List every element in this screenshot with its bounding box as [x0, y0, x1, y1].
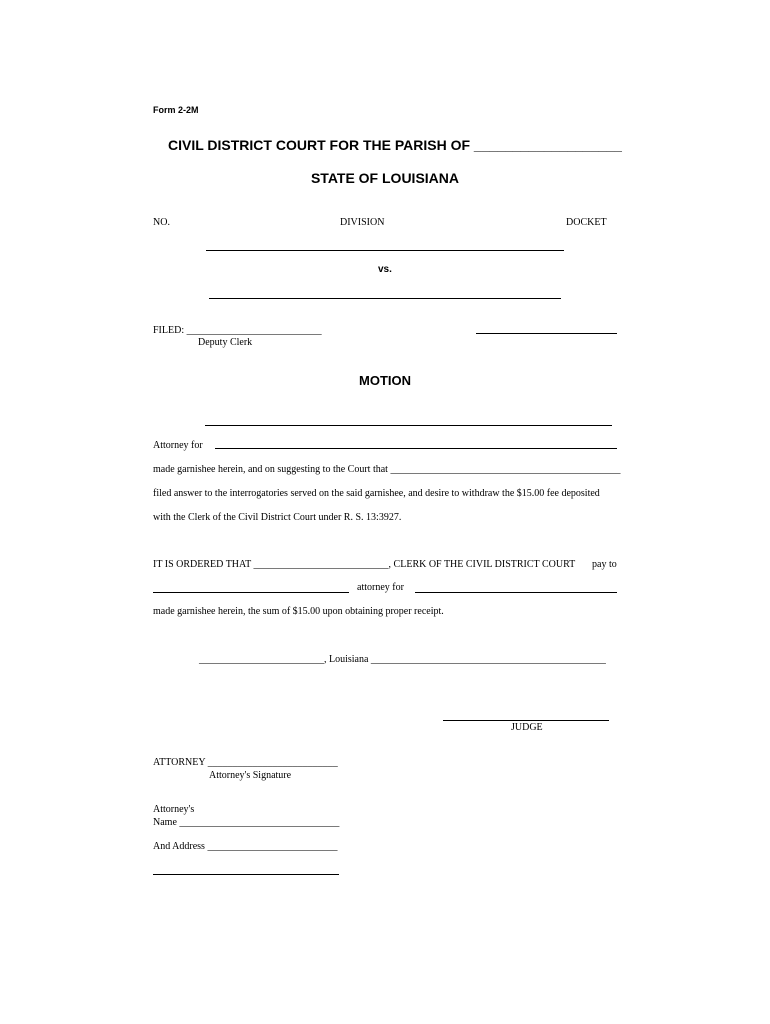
place-line: _________________________, Louisiana _______________________________________________ — [199, 654, 606, 665]
court-title: CIVIL DISTRICT COURT FOR THE PARISH OF ___________________ — [168, 137, 622, 153]
pay-to-label: pay to — [592, 559, 617, 570]
defendant-line[interactable] — [209, 298, 561, 299]
motion-para-line4: with the Clerk of the Civil District Court under R. S. 13:3927. — [153, 512, 402, 523]
order-line3: made garnishee herein, the sum of $15.00 upon obtaining proper receipt. — [153, 606, 444, 617]
attorney-address-label: And Address __________________________ — [153, 841, 338, 852]
division-label: DIVISION — [340, 217, 385, 228]
motion-para-line3: filed answer to the interrogatories served on the said garnishee, and desire to withdraw the $15.00 fee deposited — [153, 488, 600, 499]
motion-para-line2: made garnishee herein, and on suggesting to the Court that ______________________________________________ — [153, 464, 621, 475]
order-attorney-for-line[interactable] — [415, 592, 617, 593]
state-title: STATE OF LOUISIANA — [310, 170, 460, 186]
payee-line[interactable] — [153, 592, 349, 593]
judge-signature-line[interactable] — [443, 720, 609, 721]
plaintiff-line[interactable] — [206, 250, 564, 251]
attorney-for-label: Attorney for — [153, 440, 203, 451]
judge-label: JUDGE — [511, 722, 543, 733]
docket-label: DOCKET — [566, 217, 607, 228]
motion-name-line[interactable] — [205, 425, 612, 426]
motion-title: MOTION — [359, 373, 411, 388]
vs-label: vs. — [378, 264, 392, 275]
attorney-name-label: Name ________________________________ — [153, 817, 340, 828]
attorney-for-line[interactable] — [215, 448, 617, 449]
order-attorney-for-label: attorney for — [357, 582, 404, 593]
attorneys-label: Attorney's — [153, 804, 195, 815]
form-id: Form 2-2M — [153, 105, 199, 115]
order-line1: IT IS ORDERED THAT ___________________________, CLERK OF THE CIVIL DISTRICT COURT — [153, 559, 576, 570]
no-label: NO. — [153, 217, 170, 228]
attorney-address-line2[interactable] — [153, 874, 339, 875]
filed-date-line[interactable] — [476, 333, 617, 334]
attorney-label: ATTORNEY __________________________ — [153, 757, 338, 768]
deputy-clerk-label: Deputy Clerk — [198, 337, 253, 348]
filed-label: FILED: ___________________________ — [153, 325, 322, 336]
attorney-signature-label: Attorney's Signature — [209, 770, 292, 781]
